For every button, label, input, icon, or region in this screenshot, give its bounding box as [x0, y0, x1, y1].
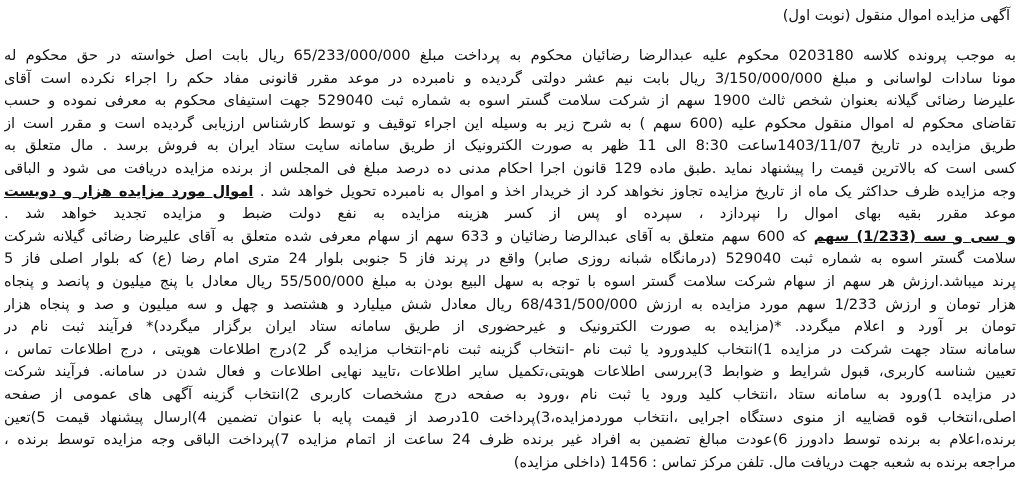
auction-notice [4, 4, 1016, 490]
notice-text: طریق مزایده در تاریخ 1403/11/07ساعت 8:30 الی 11 ظهر به صورت الکترونیک از طریق سامانه سایت ستاد ایران به فروش برسد . مال متعلق به [4, 137, 1016, 155]
notice-text: تقاضای محکوم له اموال منقول محکوم علیه (600 سهم ) به شرح زیر به وسیله این اجراء توقیف و توسط کارشناس ارزیابی گردیده است و مقرر است از [4, 114, 1016, 132]
notice-text: مراجعه برنده به شعبه جهت دریافت مال. تلفن مرکز تماس : 1456 (داخلی مزایده) [513, 453, 1016, 471]
notice-text: موعد مقرر بقیه بهای اموال را نپردازد ، سپرده او پس از کسر هزینه مزایده به نفع دولت ضبط و مزایده تجدید خواهد شد . [4, 205, 1016, 223]
notice-text: تومان بر آورد و اعلام میگردد. *(مزایده به صورت الکترونیک و غیرحضوری از طریق سامانه ستاد ایران برگزار میگردد)* فرآیند ثبت نام در [4, 318, 1016, 336]
notice-text: که 600 سهم متعلق به آقای عبدالرضا رضائیان و 633 سهم از سهام معرفی شده متعلق به آقای علیرضا رضائی گیلانه شرکت [4, 227, 814, 245]
notice-line [4, 407, 1016, 430]
notice-line [4, 113, 1016, 136]
notice-line [4, 135, 1016, 158]
notice-title: آگهی مزایده اموال منقول (نوبت اول) [782, 7, 1010, 24]
notice-line [4, 45, 1016, 68]
notice-text: تعیین شناسه کاربری، قبول شرایط و ضوابط 3)بررسی اطلاعات هویتی،تکمیل سایر اطلاعات ،تایید نهایی اطلاعات و فعال شدن در سامانه. فرآیند شرکت [4, 363, 1016, 381]
notice-text: کسی است که بالاترین قیمت را پیشنهاد نماید .طبق ماده 129 قانون اجرا احکام مدنی ده درصد مبلغ فی المجلس از برنده مزایده دریافت می شود و الباقی [4, 159, 1016, 177]
notice-line [4, 384, 1016, 407]
notice-text: سامانه ستاد جهت شرکت در مزایده 1)انتخاب کلیدورود یا ثبت نام -انتخاب گزینه ثبت نام-انتخاب مزایده گر 2)درج اطلاعات هویتی ، درج اطلاعات تماس ، [4, 340, 1016, 358]
notice-text: علیرضا رضائی گیلانه بعنوان شخص ثالث 1900 سهم از شرکت سلامت گستر اسوه به شماره ثبت 529040 جهت استیفای محکوم به معرفی نموده و حسب [4, 92, 1016, 110]
notice-line [4, 339, 1016, 362]
notice-line [4, 361, 1016, 384]
notice-text: مونا سادات لواسانی و مبلغ 3/150/000/000 ریال بابت نیم عشر دولتی گردیده و نامبرده در موعد مقرر قانونی مفاد حکم را اجراء نکرده است آقای [4, 69, 1016, 87]
notice-text: پرند میباشد.ارزش هر سهم از سهام شرکت سلامت گستر اسوه با توجه به سهل البیع بودن به مبلغ 55/500/000 ریال معادل با پنج میلیون و پانصد و پنجاه [4, 272, 1016, 290]
notice-line [4, 248, 1016, 271]
notice-text: وجه مزایده ظرف حداکثر یک ماه از تاریخ مزایده تجاوز نخواهد کرد از خریدار اخذ و اموال به نامبرده تحویل خواهد شد . [253, 182, 1016, 200]
notice-text: در مزایده 1)ورود به سامانه ستاد ،انتخاب کلید ورود یا ثبت نام ،ورود به صفحه درج مشخصات کاربری 2)انتخاب گزینه آگهی های عمومی از صفحه [4, 385, 1016, 403]
notice-emphasis: اموال مورد مزایده هزار و دویست [4, 182, 254, 200]
notice-line [4, 429, 1016, 452]
notice-line [4, 226, 1016, 249]
notice-text: هزار تومان و ارزش 1/233 سهم مورد مزایده به ارزش 68/431/500/000 ریال معادل شش میلیارد و هشتصد و چهل و سه میلیون و صد و پنجاه هزار [4, 295, 1016, 313]
notice-line [4, 452, 1016, 475]
notice-line [4, 203, 1016, 226]
notice-body [4, 45, 1016, 474]
notice-line [4, 158, 1016, 181]
notice-text: اصلی،انتخاب قوه قضاییه از منوی دستگاه اجرایی ،انتخاب موردمزایده،3)پرداخت 10درصد از قیمت پایه با عنوان تضمین 4)ارسال پیشنهاد قیمت 5)تعین [4, 408, 1016, 426]
notice-emphasis: و سی و سه (1/233) سهم [813, 227, 1016, 245]
notice-line [4, 90, 1016, 113]
notice-line [4, 181, 1016, 204]
notice-text: برنده،اعلام به برنده توسط دادورز 6)عودت مبالغ تضمین به افراد غیر برنده ظرف 24 ساعت از اتمام مزایده 7)پرداخت الباقی وجه مزایده توسط برنده ، [4, 431, 1016, 449]
notice-line [4, 316, 1016, 339]
notice-line [4, 271, 1016, 294]
notice-text: سلامت گستر اسوه به شماره ثبت 529040 (درمانگاه شبانه روزی صابر) واقع در پرند فاز 5 جنوبی بلوار 24 متری امام رضا (ع) که بلوار اصلی فاز 5 [4, 250, 1016, 268]
notice-line [4, 68, 1016, 91]
notice-text: به موجب پرونده کلاسه 0203180 محکوم علیه عبدالرضا رضائیان محکوم به پرداخت مبلغ 65/233/000/000 ریال بابت اصل خواسته در حق محکوم له [4, 47, 1016, 64]
title-spacer [4, 28, 1016, 45]
notice-line [4, 294, 1016, 317]
